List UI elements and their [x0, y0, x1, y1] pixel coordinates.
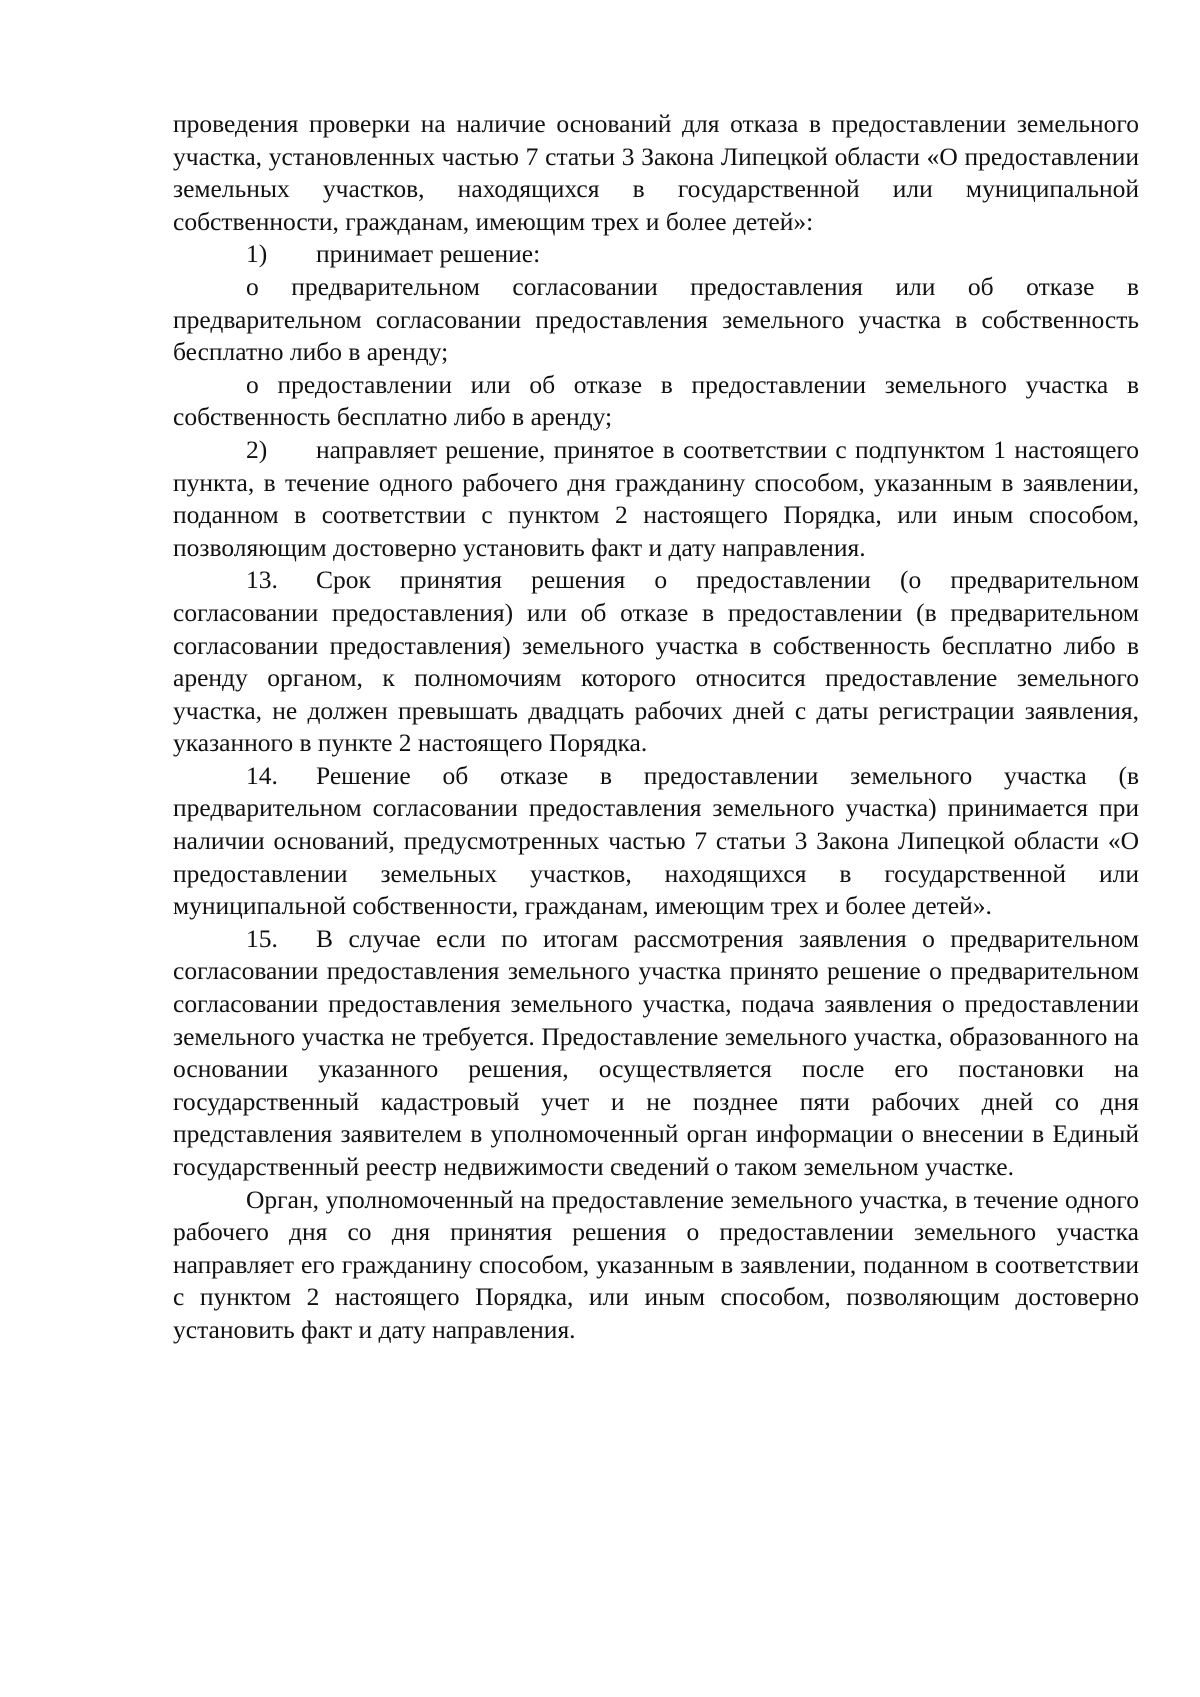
list-item-1-text: принимает решение:: [316, 239, 541, 269]
sub-paragraph-a: о предварительном согласовании предоставления или об отказе в предварительном согласовании предоставления земельного участка в собственность бесплатно либо в аренду;: [173, 271, 1139, 367]
final-paragraph: Орган, уполномоченный на предоставление земельного участка, в течение одного рабочего дня со дня принятия решения о предоставлении земельного участка направляет его гражданину способом, указанным в заявлении, поданном в соответствии с пунктом 2 настоящего Порядка, или иным способом, позволяющим достоверно установить факт и дату направления.: [173, 1184, 1139, 1344]
list-item-2-text: направляет решение, принятое в соответствии с подпунктом 1 настоящего пункта, в течение одного рабочего дня гражданину способом, указанным в заявлении, поданном в соответствии с пунктом 2 настоящего Порядка, или иным способом, позволяющим достоверно установить факт и дату направления.: [173, 434, 1139, 562]
intro-paragraph: проведения проверки на наличие оснований для отказа в предоставлении земельного участка, установленных частью 7 статьи 3 Закона Липецкой области «О предоставлении земельных участков, находящихся в государственной или муниципальной собственности, гражданам, имеющим трех и более детей»:: [173, 109, 1139, 236]
list-item-2-number: 2): [246, 434, 268, 464]
paragraph-15: [173, 923, 1139, 1184]
paragraph-15-number: 15.: [246, 923, 278, 953]
document-page: [173, 108, 1139, 1347]
paragraph-13-text: Срок принятия решения о предоставлении (о предварительном согласовании предоставления) или об отказе в предоставлении (в предварительном согласовании предоставления) земельного участка в собственность бесплатно либо в аренду органом, к полномочиям которого относится предоставление земельного участка, не должен превышать двадцать рабочих дней с даты регистрации заявления, указанного в пункте 2 настоящего Порядка.: [173, 565, 1139, 758]
sub-paragraph-b: о предоставлении или об отказе в предоставлении земельного участка в собственность бесплатно либо в аренду;: [173, 369, 1139, 432]
paragraph-14: [173, 760, 1139, 923]
paragraph-13-number: 13.: [246, 565, 278, 595]
paragraph-13: [173, 564, 1139, 760]
list-item-2: [173, 434, 1139, 564]
paragraph-14-number: 14.: [246, 760, 278, 790]
list-item-1: [173, 238, 1139, 271]
paragraph-14-text: Решение об отказе в предоставлении земельного участка (в предварительном согласовании предоставления земельного участка) принимается при наличии оснований, предусмотренных частью 7 статьи 3 Закона Липецкой области «О предоставлении земельных участков, находящихся в государственной или муниципальной собственности, гражданам, имеющим трех и более детей».: [173, 760, 1139, 921]
list-item-1-number: 1): [246, 239, 268, 269]
paragraph-15-text: В случае если по итогам рассмотрения заявления о предварительном согласовании предоставления земельного участка принято решение о предварительном согласовании предоставления земельного участка, подача заявления о предоставлении земельного участка не требуется. Предоставление земельного участка, образованного на основании указанного решения, осуществляется после его постановки на государственный кадастровый учет и не позднее пяти рабочих дней со дня представления заявителем в уполномоченный орган информации о внесении в Единый государственный реестр недвижимости сведений о таком земельном участке.: [173, 923, 1139, 1181]
